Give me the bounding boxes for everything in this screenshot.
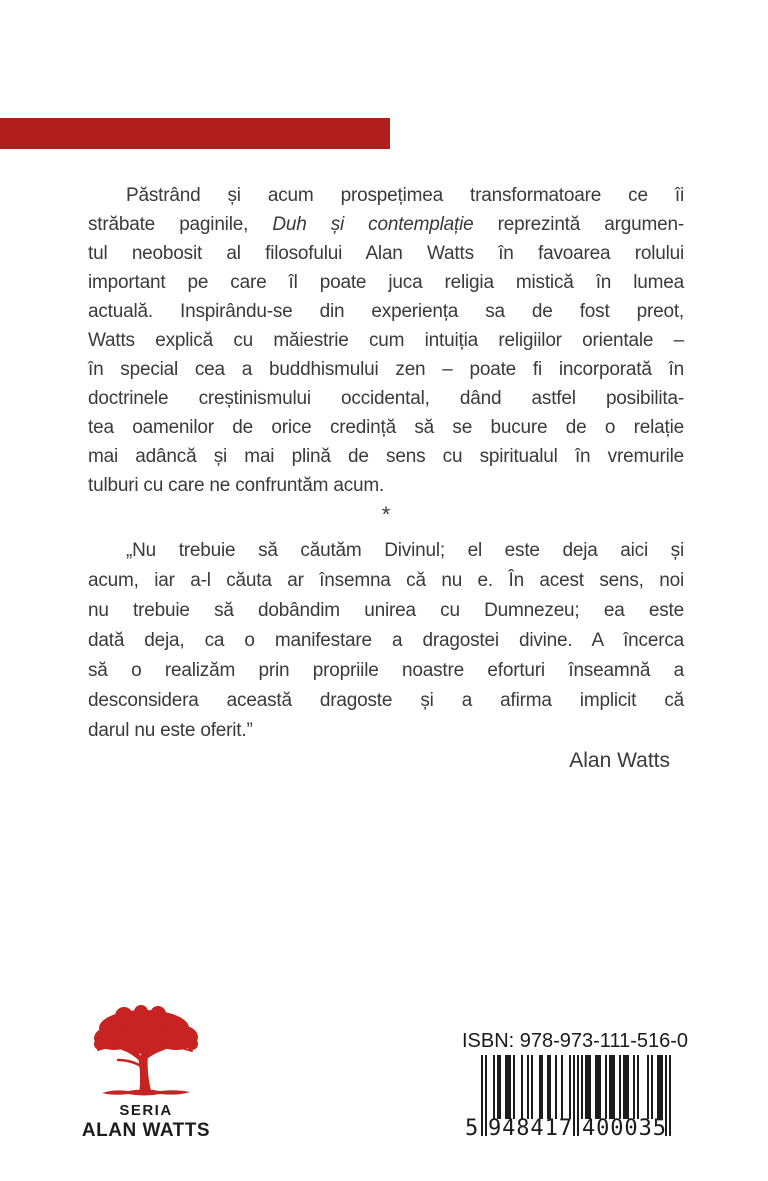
synopsis-line: tul neobosit al filosofului Alan Watts în favoarea rolului xyxy=(88,243,684,264)
quote-line: nu trebuie să dobândim unirea cu Dumnezeu; ea este xyxy=(88,600,684,621)
ean13-barcode xyxy=(465,1055,671,1143)
synopsis-paragraph xyxy=(88,181,684,500)
synopsis-line xyxy=(88,210,684,239)
synopsis-line: în special cea a buddhismului zen – poate fi incorporată în xyxy=(88,359,684,380)
quote-line: să o realizăm prin propriile noastre eforturi înseamnă a xyxy=(88,660,684,681)
synopsis-line: Păstrând și acum prospețimea transformatoare ce îi xyxy=(126,185,684,206)
barcode-digits-left: 948417 xyxy=(488,1116,573,1141)
series-logo xyxy=(26,1004,266,1142)
synopsis-line-segment: reprezintă argumen- xyxy=(473,214,684,235)
quote-paragraph xyxy=(88,536,684,746)
quote-line: desconsidera această dragoste și a afirma implicit că xyxy=(88,690,684,711)
synopsis-line: actuală. Inspirându-se din experiența sa de fost preot, xyxy=(88,301,684,322)
synopsis-line: mai adâncă și mai plină de sens cu spiritualul în vremurile xyxy=(88,446,684,467)
book-title-italic: Duh și contemplație xyxy=(272,214,474,235)
barcode-digits-right: 400035 xyxy=(582,1116,667,1141)
quote-attribution xyxy=(88,749,684,773)
red-accent-bar xyxy=(0,118,390,149)
synopsis-line: doctrinele creștinismului occidental, dând astfel posibilita- xyxy=(88,388,684,409)
series-label: SERIA xyxy=(119,1102,173,1119)
quote-line: acum, iar a-l căuta ar însemna că nu e. În acest sens, noi xyxy=(88,570,684,591)
synopsis-line: important pe care îl poate juca religia mistică în lumea xyxy=(88,272,684,293)
synopsis-line: tulburi cu care ne confruntăm acum. xyxy=(88,475,385,496)
tree-icon xyxy=(86,1004,206,1099)
isbn-label: ISBN: 978-973-111-516-0 xyxy=(461,1030,689,1052)
series-author-label: ALAN WATTS xyxy=(81,1120,211,1141)
section-separator-asterisk: * xyxy=(381,502,391,527)
quote-line: „Nu trebuie să căutăm Divinul; el este deja aici și xyxy=(126,540,684,561)
synopsis-line-segment: străbate paginile, xyxy=(88,214,273,235)
quote-attribution-name: Alan Watts xyxy=(569,749,670,772)
synopsis-line: Watts explică cu măiestrie cum intuiția religiilor orientale – xyxy=(88,330,684,351)
synopsis-line: tea oamenilor de orice credință să se bucure de o relație xyxy=(88,417,684,438)
quote-line: dată deja, ca o manifestare a dragostei divine. A încerca xyxy=(88,630,684,651)
quote-line: darul nu este oferit.” xyxy=(88,720,253,741)
barcode-digit-first: 5 xyxy=(465,1116,479,1141)
